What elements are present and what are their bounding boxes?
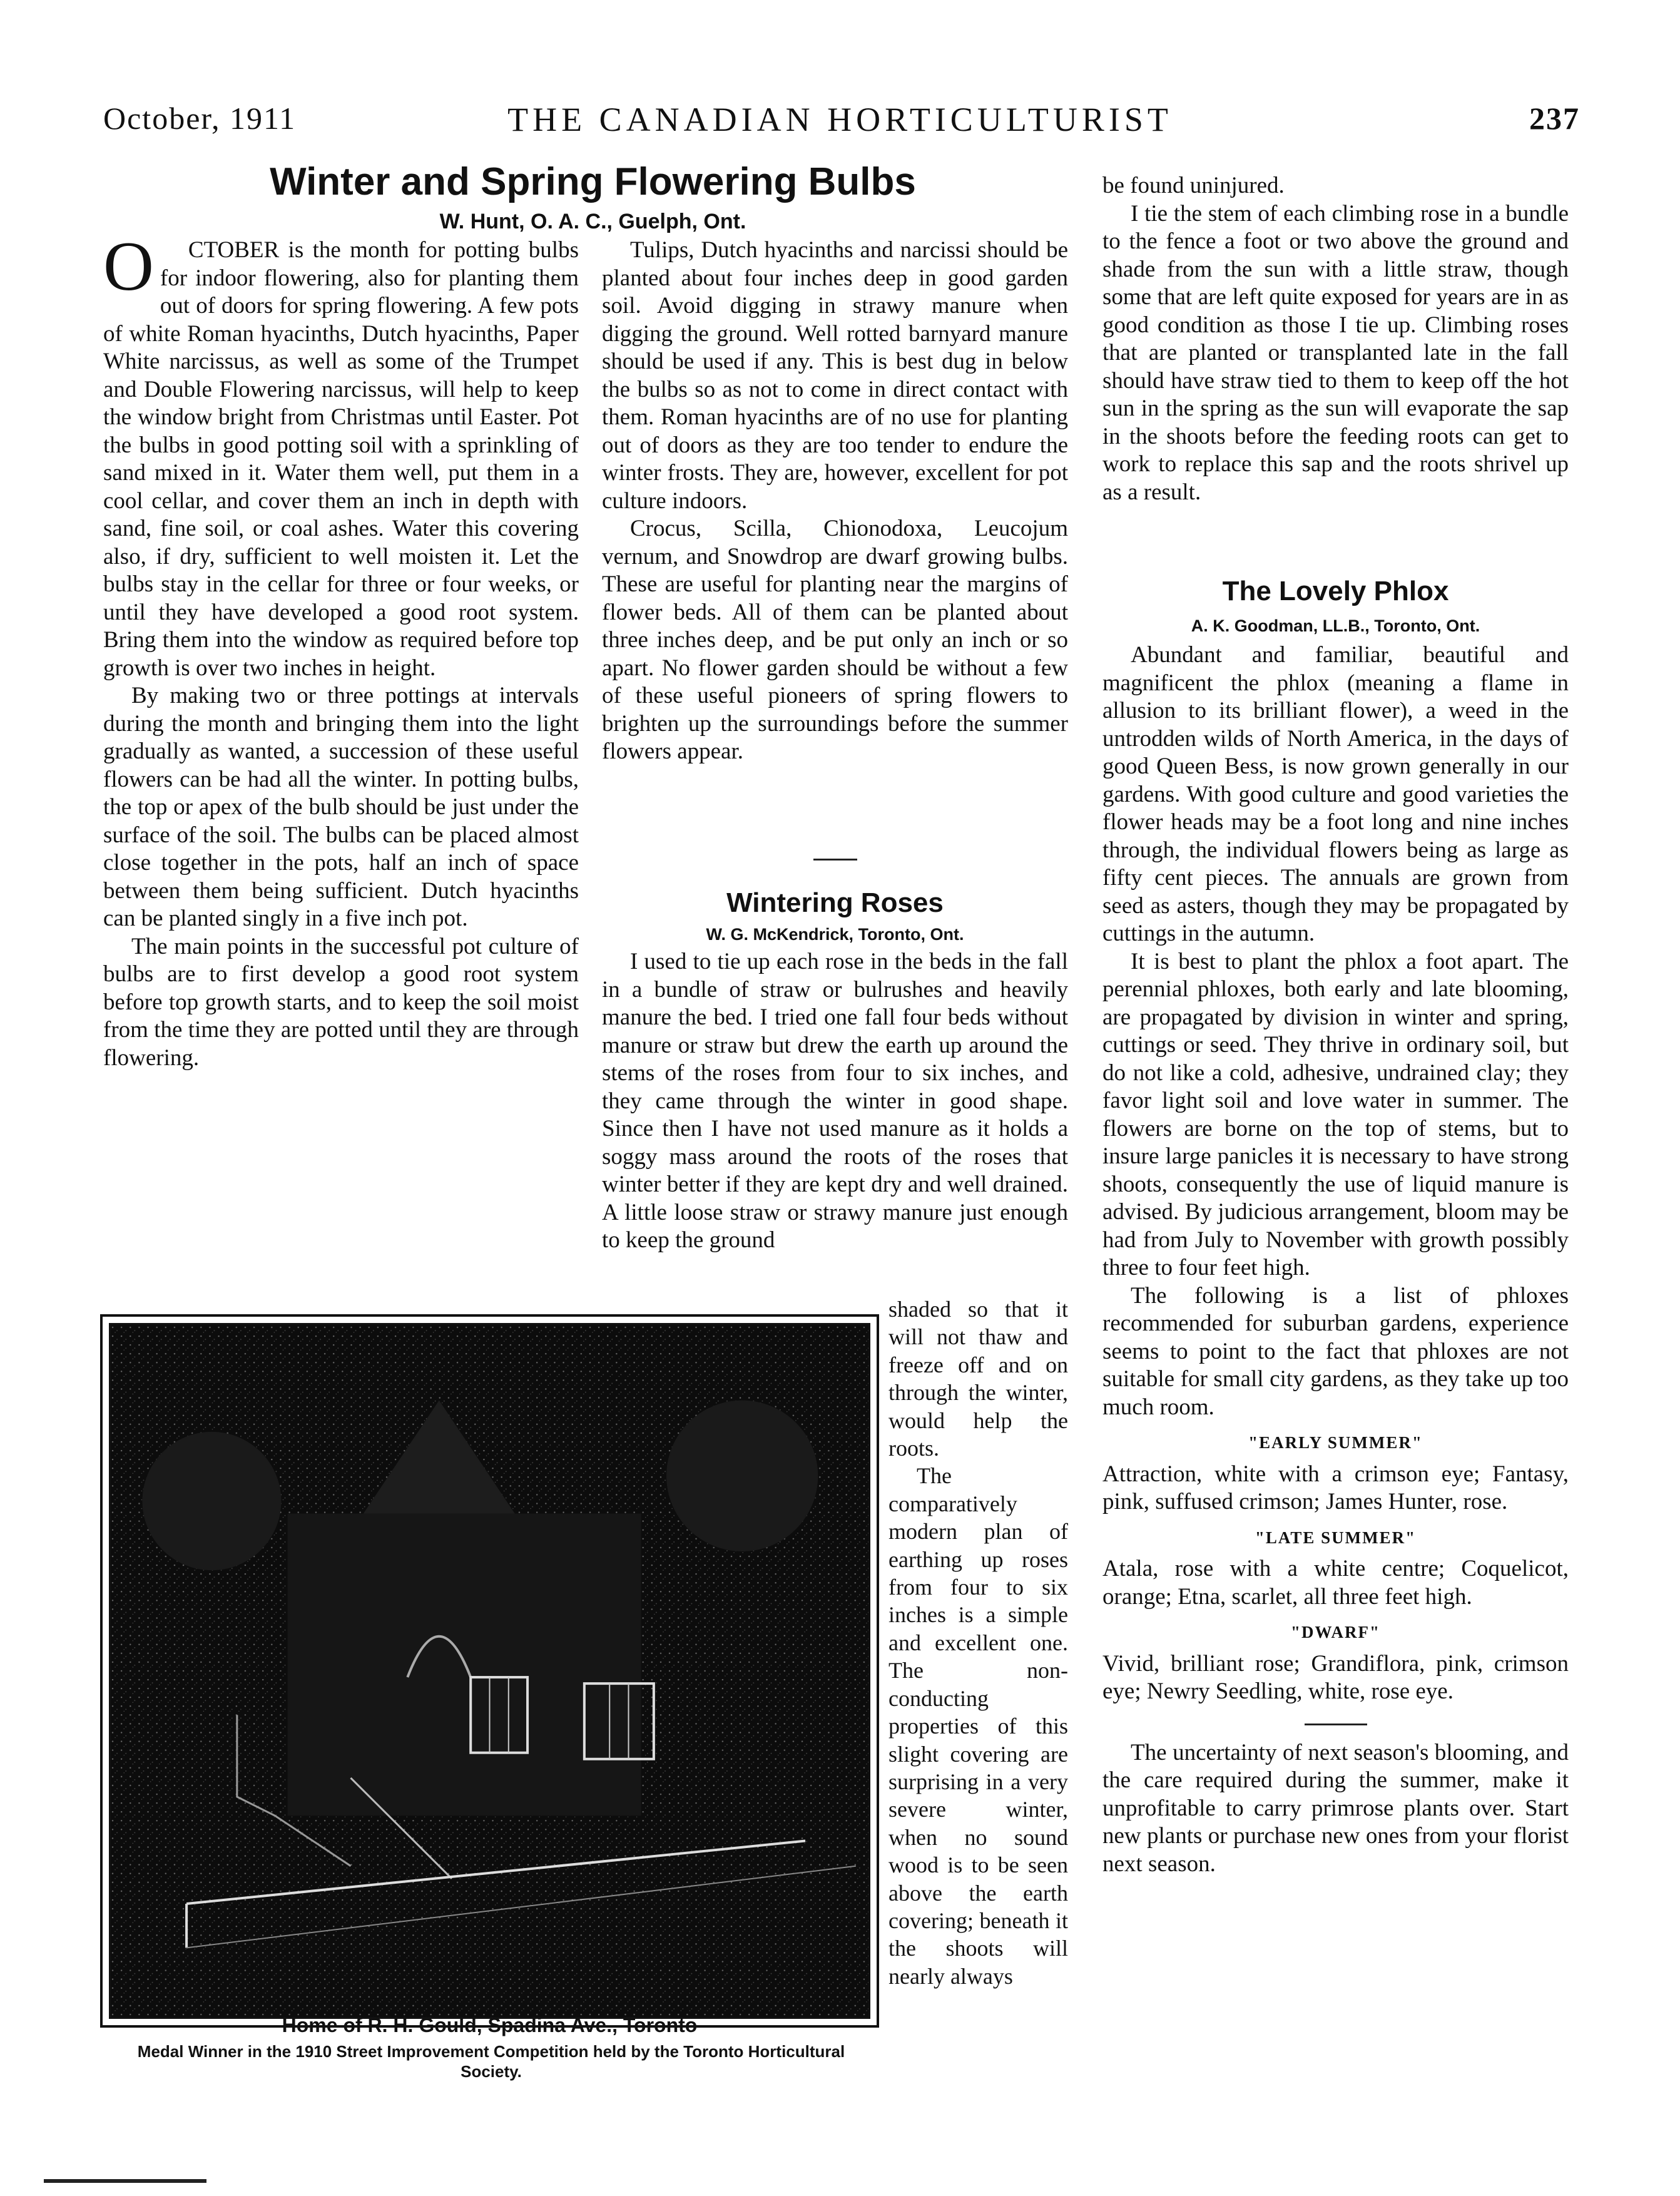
paragraph: Tulips, Dutch hyacinths and narcissi should be planted about four inches deep in good garden soil. Avoid digging in strawy manure when digging the ground. Well rotted barnyard manure should be used if any. This is best dug in below the bulbs so as not to come in direct contact with them. Roman hyacinths are of no use for planting out of doors as they are too tender to endure the winter frosts. They are, however, excellent for pot culture indoors. — [602, 237, 1068, 514]
list-entry: Atala, rose with a white centre; Coquelicot, orange; Etna, scarlet, all three feet high. — [1102, 1556, 1569, 1610]
list-entry: Attraction, white with a crimson eye; Fantasy, pink, suffused crimson; James Hunter, rose. — [1102, 1461, 1569, 1514]
list-entry: Vivid, brilliant rose; Grandiflora, pink, crimson eye; Newry Seedling, white, rose eye. — [1102, 1650, 1569, 1704]
paragraph: The following is a list of phloxes recommended for suburban gardens, experience seems to point to the fact that phloxes are not suitable for small city gardens, as they take up too much room. — [1102, 1282, 1569, 1420]
page-edge-mark — [44, 2179, 206, 2183]
paragraph: By making two or three pottings at intervals during the month and bringing them into the light gradually as wanted, a succession of these useful flowers can be had all the winter. In potting bulbs, the top or apex of the bulb should be just under the surface of the soil. The bulbs can be placed almost close together in the pots, half an inch of space between them being sufficient. Dutch hyacinths can be planted singly in a five inch pot. — [103, 683, 579, 931]
article-title: Winter and Spring Flowering Bulbs — [270, 160, 916, 203]
column-3 — [1102, 172, 1569, 506]
photograph — [100, 1314, 879, 2028]
column-2 — [602, 237, 1068, 766]
page-number: 237 — [1529, 101, 1580, 136]
house-photo-illustration — [111, 1325, 868, 2017]
section-title: The Lovely Phlox — [1222, 576, 1449, 606]
paragraph: O CTOBER is the month for potting bulbs for indoor flowering, also for planting them out of doors for spring flowering. A few pots of white Roman hyacinths, Dutch hyacinths, Paper White narcissus, as well as some of the Trumpet and Double Flowering narcissus, will help to keep the window bright from Christmas until Easter. Pot the bulbs in good potting soil with a sprinkling of sand mixed in it. Water them well, put them in a cool cellar, and cover them an inch in depth with sand, fine soil, or coal ashes. Water this covering also, if dry, sufficient to well moisten it. Let the bulbs stay in the cellar for three or four weeks, or until they have developed a good root system. Bring them into the window as required before top growth is over two inches in height. — [103, 237, 579, 682]
paragraph: be found uninjured. — [1102, 173, 1285, 198]
article-byline: W. Hunt, O. A. C., Guelph, Ont. — [439, 210, 746, 233]
paragraph: The main points in the successful pot culture of bulbs are to first develop a good root system before top growth starts, and to keep the soil moist from the time they are potted until they are through flowering. — [103, 933, 579, 1071]
column-3-lower — [1102, 641, 1569, 1878]
house-photo — [109, 1323, 870, 2019]
section-byline: A. K. Goodman, LL.B., Toronto, Ont. — [1191, 616, 1480, 635]
paragraph: Abundant and familiar, beautiful and magnificent the phlox (meaning a flame in allusion to its brilliant flower), a weed in the untrodden wilds of North America, in the days of good Queen Bess, is now grown generally in our gardens. With good culture and good varieties the flower heads may be a foot long and nine inches through, the individual flowers being as large as fifty cent pieces. The annuals are grown from seed as asters, though they may be propagated by cuttings in the autumn. — [1102, 642, 1569, 946]
paragraph: I tie the stem of each climbing rose in a bundle to the fence a foot or two above the ground and shade from the sun with a little straw, though some that are left quite exposed for years are in as good condition as those I tie up. Climbing roses that are planted or transplanted late in the fall should have straw tied to them to keep off the hot sun in the spring as the sun will evaporate the sap in the shoots before the feeding roots can get to work to replace this sap and the roots shrivel up as a result. — [1102, 200, 1569, 505]
list-heading: "DWARF" — [1291, 1623, 1380, 1642]
section-divider — [813, 859, 857, 861]
section-divider — [1305, 1724, 1367, 1725]
list-heading: "LATE SUMMER" — [1255, 1528, 1417, 1547]
paragraph: The comparatively modern plan of earthing up roses from four to six inches is a simple and excellent one. The non-conducting properties of this slight covering are surprising in a very severe winter, when no sound wood is to be seen above the earth covering; beneath it the shoots will nearly always — [888, 1463, 1068, 1989]
section-title: Wintering Roses — [726, 887, 944, 918]
section-byline: W. G. McKendrick, Toronto, Ont. — [706, 925, 964, 944]
photo-caption-text: Medal Winner in the 1910 Street Improvement Competition held by the Toronto Horticultural Society. — [137, 2042, 845, 2081]
issue-date: October, 1911 — [103, 101, 297, 136]
paragraph: shaded so that it will not thaw and freeze off and on through the winter, would help the roots. — [888, 1297, 1068, 1461]
paragraph: Crocus, Scilla, Chionodoxa, Leucojum vernum, and Snowdrop are dwarf growing bulbs. These are useful for planting near the margins of flower beds. All of them can be planted about three inches deep, and be put only an inch or so apart. No flower garden should be without a few of these useful pioneers of spring flowers to brighten up the surroundings before the summer flowers appear. — [602, 516, 1068, 764]
paragraph: The uncertainty of next season's blooming, and the care required during the summer, make it unprofitable to carry primrose plants over. Start new plants or purchase new ones from your florist next season. — [1102, 1739, 1569, 1877]
paragraph: I used to tie up each rose in the beds in the fall in a bundle of straw or bulrushes and heavily manure the bed. I tried one fall four beds without manure or straw but drew the earth up around the stems of the roses from four to six inches, and they came through the winter in good shape. Since then I have not used manure as it holds a soggy mass around the roots of the roses that winter better if they are kept dry and well drained. A little loose straw or strawy manure just enough to keep the ground — [602, 949, 1068, 1253]
drop-cap: O — [103, 228, 154, 305]
photo-caption-title: Home of R. H. Gould, Spadina Ave., Toronto — [282, 2014, 698, 2036]
column-2-lower — [602, 948, 1068, 1255]
column-2-narrow — [888, 1295, 1068, 1990]
paragraph: It is best to plant the phlox a foot apart. The perennial phloxes, both early and late blooming, are propagated by division in winter and spring, cuttings or seed. They thrive in ordinary soil, but do not like a cold, adhesive, undrained clay; they favor light soil and love water in summer. The flowers are borne on the top of stems, but to insure large panicles it is necessary to have strong shoots, consequently the use of liquid manure is advised. By judicious arrangement, bloom may be had from July to November with growth possibly three to four feet high. — [1102, 948, 1569, 1280]
list-heading: "EARLY SUMMER" — [1248, 1433, 1423, 1452]
column-1 — [103, 228, 579, 1072]
magazine-title: THE CANADIAN HORTICULTURIST — [507, 101, 1173, 138]
